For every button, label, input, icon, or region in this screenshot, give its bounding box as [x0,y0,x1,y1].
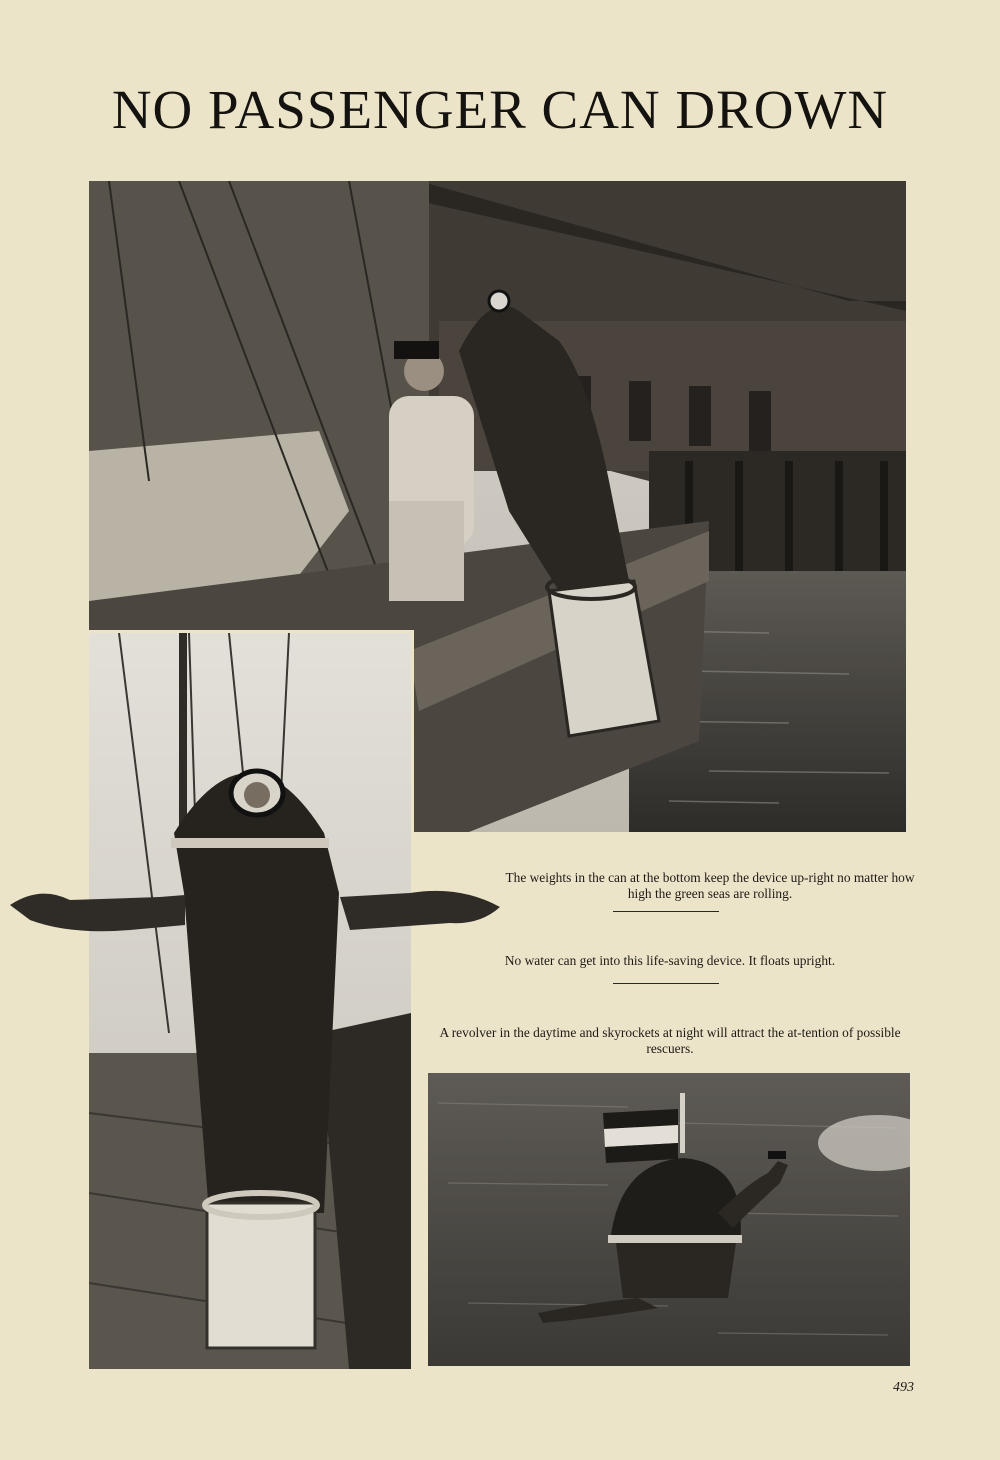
caption-revolver: A revolver in the daytime and skyrockets at night will attract the at-tention of possible rescuers. [439,1025,901,1057]
caption-divider [613,983,719,984]
upright-device-illustration [89,633,411,1369]
page-number: 493 [893,1380,914,1395]
caption-weights: The weights in the can at the bottom keep the device up-right no matter how high the green seas are rolling. [505,870,915,902]
caption-no-water: No water can get into this life-saving device. It floats upright. [504,953,836,969]
page-title: NO PASSENGER CAN DROWN [111,79,889,140]
photo-device-at-sea [428,1073,910,1366]
device-at-sea-illustration [428,1073,910,1366]
caption-divider [613,911,719,912]
device-arms-illustration [10,875,502,945]
photo-upright-device [89,630,414,1369]
